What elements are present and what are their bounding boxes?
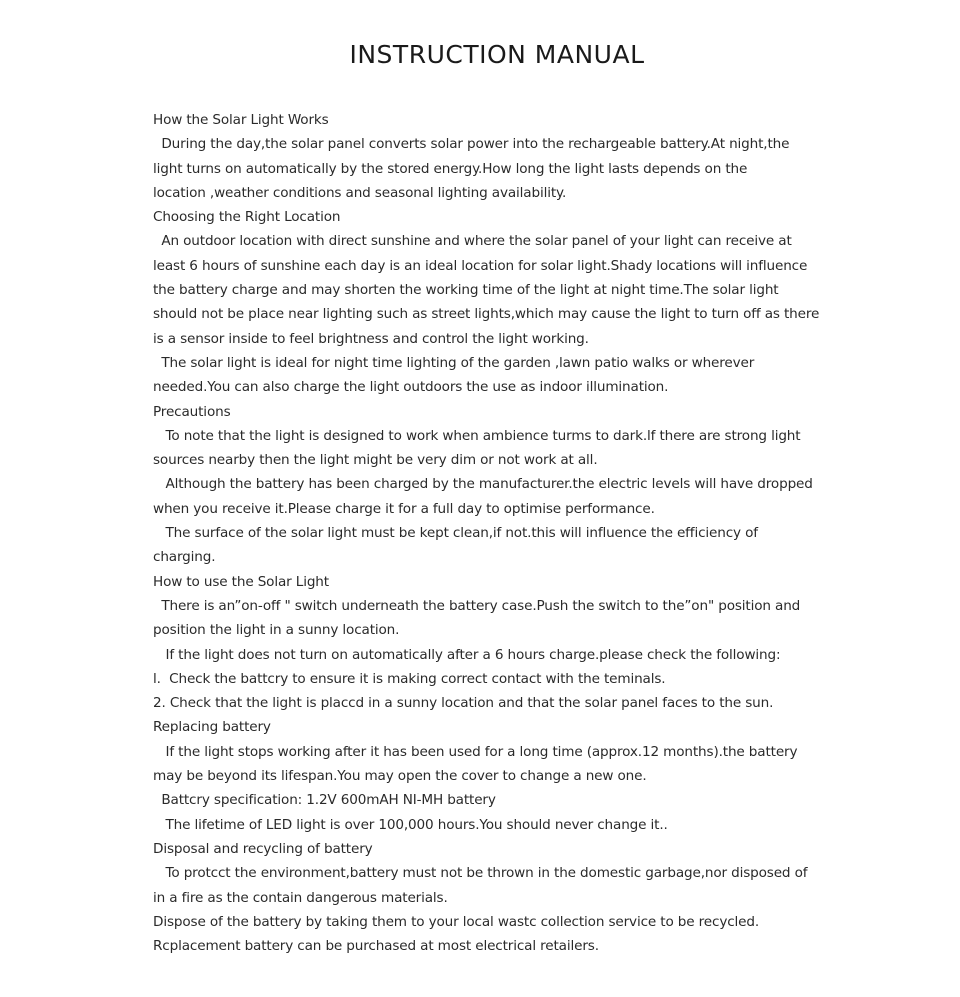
- paragraph-line: The surface of the solar light must be kept clean,if not.this will influence the efficiency of: [153, 525, 758, 542]
- paragraph-line: position the light in a sunny location.: [153, 622, 400, 639]
- section-heading-how-it-works: How the Solar Light Works: [153, 112, 329, 128]
- paragraph-line: light turns on automatically by the stored energy.How long the light lasts depends on the: [153, 160, 748, 177]
- paragraph-line: Rcplacement battery can be purchased at most electrical retailers.: [153, 938, 599, 955]
- paragraph-line: in a fire as the contain dangerous materials.: [153, 889, 448, 906]
- paragraph-line: An outdoor location with direct sunshine and where the solar panel of your light can receive at: [153, 233, 792, 250]
- paragraph-line: should not be place near lighting such as street lights,which may cause the light to turn off as there: [153, 306, 820, 323]
- paragraph-line: To protcct the environment,battery must not be thrown in the domestic garbage,nor disposed of: [153, 865, 808, 882]
- paragraph-line: Although the battery has been charged by the manufacturer.the electric levels will have dropped: [153, 476, 813, 493]
- paragraph-line: charging.: [153, 549, 216, 566]
- manual-body: [153, 108, 833, 958]
- paragraph-line: Dispose of the battery by taking them to your local wastc collection service to be recycled.: [153, 913, 760, 930]
- paragraph-line: To note that the light is designed to work when ambience turms to dark.lf there are strong light: [153, 427, 801, 444]
- paragraph-line: There is an”on-off " switch underneath the battery case.Push the switch to the”on" position and: [153, 597, 801, 614]
- paragraph-line: sources nearby then the light might be very dim or not work at all.: [153, 452, 598, 469]
- paragraph-line: If the light stops working after it has been used for a long time (approx.12 months).the battery: [153, 743, 798, 760]
- paragraph-line: During the day,the solar panel converts solar power into the rechargeable battery.At night,the: [153, 136, 790, 153]
- section-heading-disposal: Disposal and recycling of battery: [153, 840, 373, 857]
- paragraph-line: is a sensor inside to feel brightness and control the light working.: [153, 330, 589, 347]
- paragraph-line: Battcry specification: 1.2V 600mAH NI-MH battery: [153, 792, 496, 809]
- section-heading-precautions: Precautions: [153, 403, 231, 420]
- paragraph-line: The solar light is ideal for night time lighting of the garden ,lawn patio walks or wherever: [153, 354, 755, 371]
- paragraph-line: may be beyond its lifespan.You may open the cover to change a new one.: [153, 768, 647, 785]
- paragraph-line: location ,weather conditions and seasonal lighting availability.: [153, 184, 567, 201]
- section-heading-replacing-battery: Replacing battery: [153, 719, 271, 736]
- section-heading-how-to-use: How to use the Solar Light: [153, 573, 329, 590]
- paragraph-line: If the light does not turn on automatically after a 6 hours charge.please check the following:: [153, 646, 781, 663]
- list-item: 2. Check that the light is placcd in a sunny location and that the solar panel faces to the sun.: [153, 695, 774, 712]
- page-title: INSTRUCTION MANUAL: [349, 40, 645, 69]
- paragraph-line: the battery charge and may shorten the working time of the light at night time.The solar light: [153, 282, 779, 299]
- list-item: l. Check the battcry to ensure it is making correct contact with the teminals.: [153, 670, 666, 687]
- paragraph-line: needed.You can also charge the light outdoors the use as indoor illumination.: [153, 379, 669, 396]
- section-heading-location: Choosing the Right Location: [153, 209, 341, 226]
- paragraph-line: least 6 hours of sunshine each day is an ideal location for solar light.Shady locations will influence: [153, 257, 808, 274]
- paragraph-line: The lifetime of LED light is over 100,000 hours.You should never change it..: [153, 816, 668, 833]
- paragraph-line: when you receive it.Please charge it for a full day to optimise performance.: [153, 500, 655, 517]
